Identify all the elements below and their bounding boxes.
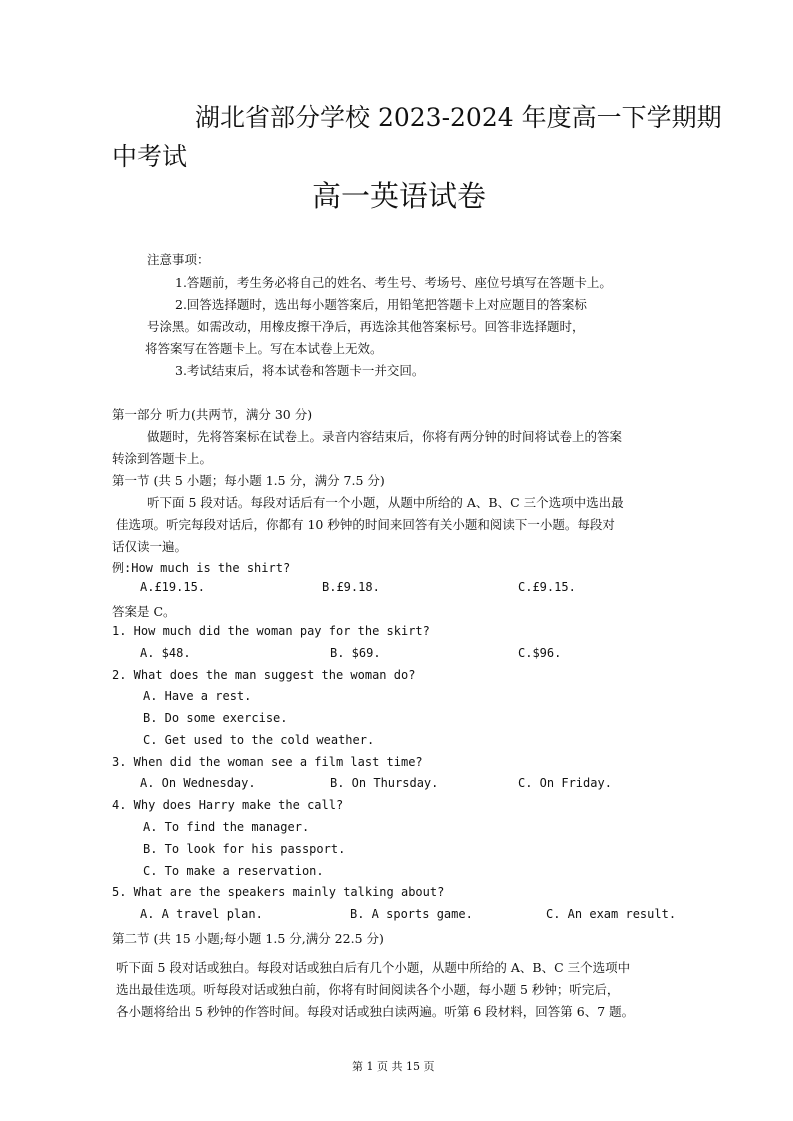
notice-item-1: 1.答题前，考生务必将自己的姓名、考生号、考场号、座位号填写在答题卡上。 <box>175 275 612 290</box>
part1-intro-line2: 转涂到答题卡上。 <box>112 451 213 466</box>
question-4-option-b: B. To look for his passport. <box>143 842 346 856</box>
notice-item-3: 3.考试结束后，将本试卷和答题卡一并交回。 <box>175 363 425 378</box>
question-1-option-c: C.$96. <box>518 646 562 660</box>
question-3-option-c: C. On Friday. <box>518 776 612 790</box>
question-5-option-a: A. A travel plan. <box>140 907 263 921</box>
example-question: 例:How much is the shirt? <box>112 561 291 575</box>
section2-intro-line1: 听下面 5 段对话或独白。每段对话或独白后有几个小题，从题中所给的 A、B、C 三个选项中 <box>116 960 631 975</box>
example-answer: 答案是 C。 <box>112 604 176 619</box>
exam-subtitle: 高一英语试卷 <box>312 179 487 213</box>
section2-intro-line3: 各小题将给出 5 秒钟的作答时间。每段对话或独白读两遍。听第 6 段材料，回答第 6、7 题。 <box>116 1004 635 1019</box>
section2-heading: 第二节 (共 15 小题;每小题 1.5 分,满分 22.5 分) <box>112 931 384 946</box>
question-4-stem: 4. Why does Harry make the call? <box>112 798 344 812</box>
exam-title-line2: 中考试 <box>112 142 188 171</box>
question-1-option-a: A. $48. <box>140 646 191 660</box>
example-option-a: A.£19.15. <box>140 580 206 594</box>
notice-item-2-line3: 将答案写在答题卡上。写在本试卷上无效。 <box>145 341 383 356</box>
question-3-stem: 3. When did the woman see a film last time? <box>112 755 423 769</box>
question-5-option-c: C. An exam result. <box>546 907 677 921</box>
part1-intro-line1: 做题时，先将答案标在试卷上。录音内容结束后，你将有两分钟的时间将试卷上的答案 <box>147 429 623 444</box>
notice-item-2-line2: 号涂黑。如需改动，用橡皮擦干净后，再选涂其他答案标号。回答非选择题时， <box>147 319 585 334</box>
question-2-stem: 2. What does the man suggest the woman do? <box>112 668 416 682</box>
section1-heading: 第一节 (共 5 小题；每小题 1.5 分，满分 7.5 分) <box>112 473 385 488</box>
question-1-stem: 1. How much did the woman pay for the skirt? <box>112 624 430 638</box>
section1-intro-line2: 佳选项。听完每段对话后，你都有 10 秒钟的时间来回答有关小题和阅读下一小题。每段对 <box>116 517 615 532</box>
question-3-option-a: A. On Wednesday. <box>140 776 256 790</box>
exam-title-line1: 湖北省部分学校 2023-2024 年度高一下学期期 <box>195 103 722 132</box>
section2-intro-line2: 选出最佳选项。听每段对话或独白前，你将有时间阅读各个小题，每小题 5 秒钟；听完后， <box>116 982 620 997</box>
page-number: 第 1 页 共 15 页 <box>352 1060 435 1073</box>
question-2-option-b: B. Do some exercise. <box>143 711 288 725</box>
notice-item-2-line1: 2.回答选择题时，选出每小题答案后，用铅笔把答题卡上对应题目的答案标 <box>175 297 587 312</box>
example-option-c: C.£9.15. <box>518 580 576 594</box>
question-2-option-c: C. Get used to the cold weather. <box>143 733 375 747</box>
example-option-b: B.£9.18. <box>322 580 380 594</box>
section1-intro-line1: 听下面 5 段对话。每段对话后有一个小题，从题中所给的 A、B、C 三个选项中选出最 <box>147 495 624 510</box>
question-2-option-a: A. Have a rest. <box>143 689 252 703</box>
section1-intro-line3: 话仅读一遍。 <box>112 539 188 554</box>
question-1-option-b: B. $69. <box>330 646 381 660</box>
part1-heading: 第一部分 听力(共两节，满分 30 分) <box>112 407 313 422</box>
question-3-option-b: B. On Thursday. <box>330 776 439 790</box>
notice-heading: 注意事项： <box>147 252 210 267</box>
question-5-stem: 5. What are the speakers mainly talking about? <box>112 885 445 899</box>
question-4-option-a: A. To find the manager. <box>143 820 310 834</box>
question-4-option-c: C. To make a reservation. <box>143 864 324 878</box>
question-5-option-b: B. A sports game. <box>350 907 473 921</box>
